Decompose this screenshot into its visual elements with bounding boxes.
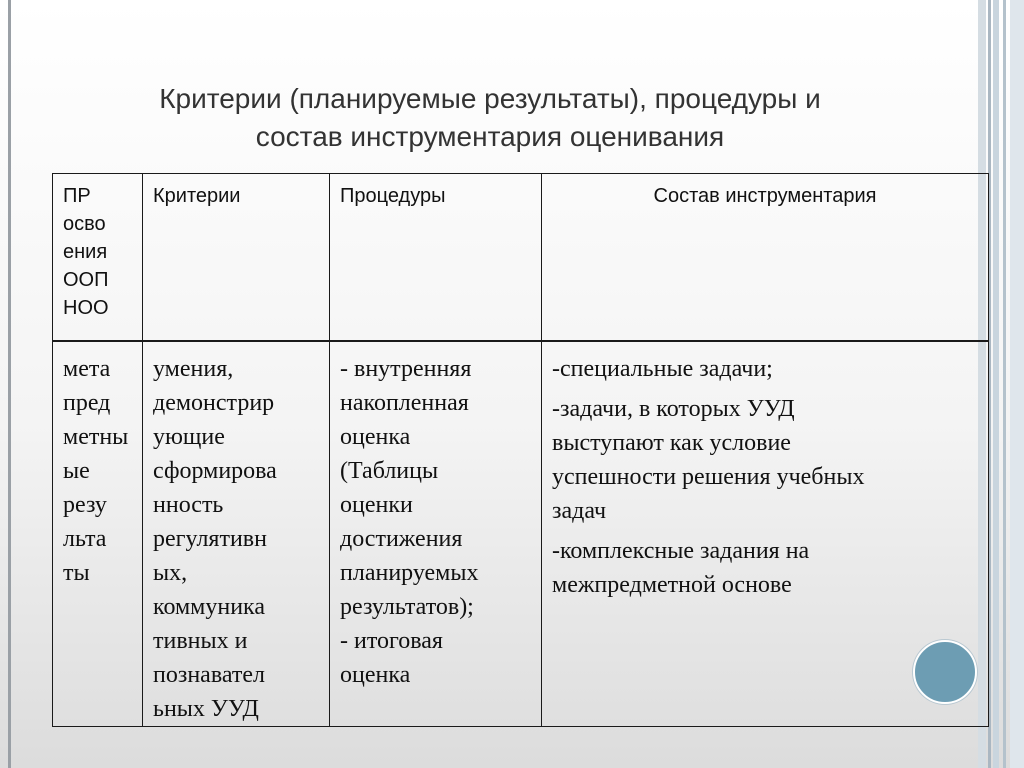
cell-line: ьных УУД: [153, 696, 259, 722]
cell-line: тивных и: [153, 628, 248, 654]
cell-line: мета: [63, 356, 111, 382]
cell-line: ые: [63, 458, 90, 484]
slide-title-line: Критерии (планируемые результаты), процедуры и: [159, 83, 821, 114]
cell-line: межпредметной основе: [552, 572, 792, 598]
header-cell-toolkit: [542, 174, 989, 342]
header-cell-text: ения: [63, 241, 108, 263]
cell-line: оценка: [340, 424, 411, 450]
right-deco-stripe: [1010, 0, 1024, 768]
cell-criteria: [143, 341, 330, 727]
header-cell-text: Критерии: [153, 185, 241, 207]
header-cell-procedures: [330, 174, 542, 342]
cell-line: ых,: [153, 560, 188, 586]
right-deco-stripe: [1003, 0, 1006, 768]
header-cell-text: Процедуры: [340, 185, 446, 207]
cell-line: сформирова: [153, 458, 277, 484]
cell-line: познавател: [153, 662, 265, 688]
table-row: [53, 341, 989, 727]
header-cell-text: ООП: [63, 269, 109, 291]
cell-line: -комплексные задания на: [552, 538, 810, 564]
toolkit-item: [552, 392, 988, 528]
cell-line: -задачи, в которых УУД: [552, 396, 795, 422]
cell-line: - внутренняя: [340, 356, 472, 382]
cell-line: резу: [63, 492, 107, 518]
cell-line: регулятивн: [153, 526, 267, 552]
cell-procedures: [330, 341, 542, 727]
cell-results: [53, 341, 143, 727]
cell-line: -специальные задачи;: [552, 356, 773, 382]
cell-line: накопленная: [340, 390, 469, 416]
cell-line: задач: [552, 498, 607, 524]
cell-line: льта: [63, 526, 107, 552]
cell-line: планируемых: [340, 560, 479, 586]
cell-line: - итоговая: [340, 628, 443, 654]
cell-line: метны: [63, 424, 129, 450]
cell-line: ты: [63, 560, 90, 586]
cell-line: демонстрир: [153, 390, 275, 416]
cell-line: выступают как условие: [552, 430, 791, 456]
header-cell-text: осво: [63, 213, 106, 235]
cell-line: успешности решения учебных: [552, 464, 865, 490]
decorative-circle: [913, 640, 977, 704]
header-cell-criteria: [143, 174, 330, 342]
cell-line: оценки: [340, 492, 413, 518]
slide-title: [40, 80, 940, 156]
cell-line: достижения: [340, 526, 463, 552]
cell-line: ующие: [153, 424, 225, 450]
toolkit-item: [552, 352, 988, 386]
left-border-rule: [8, 0, 11, 768]
right-deco-stripe: [993, 0, 999, 768]
header-cell-text: Состав инструментария: [653, 185, 877, 207]
slide-title-line: состав инструментария оценивания: [255, 121, 725, 152]
cell-line: оценка: [340, 662, 411, 688]
cell-line: коммуника: [153, 594, 265, 620]
cell-line: пред: [63, 390, 111, 416]
header-cell-text: НОО: [63, 297, 109, 319]
header-cell-mastery: [53, 174, 143, 342]
criteria-table: [52, 173, 989, 727]
cell-line: (Таблицы: [340, 458, 439, 484]
cell-line: нность: [153, 492, 224, 518]
cell-line: умения,: [153, 356, 234, 382]
table-header-row: [53, 174, 989, 342]
toolkit-item: [552, 534, 988, 602]
cell-line: результатов);: [340, 594, 474, 620]
header-cell-text: ПР: [63, 185, 91, 207]
